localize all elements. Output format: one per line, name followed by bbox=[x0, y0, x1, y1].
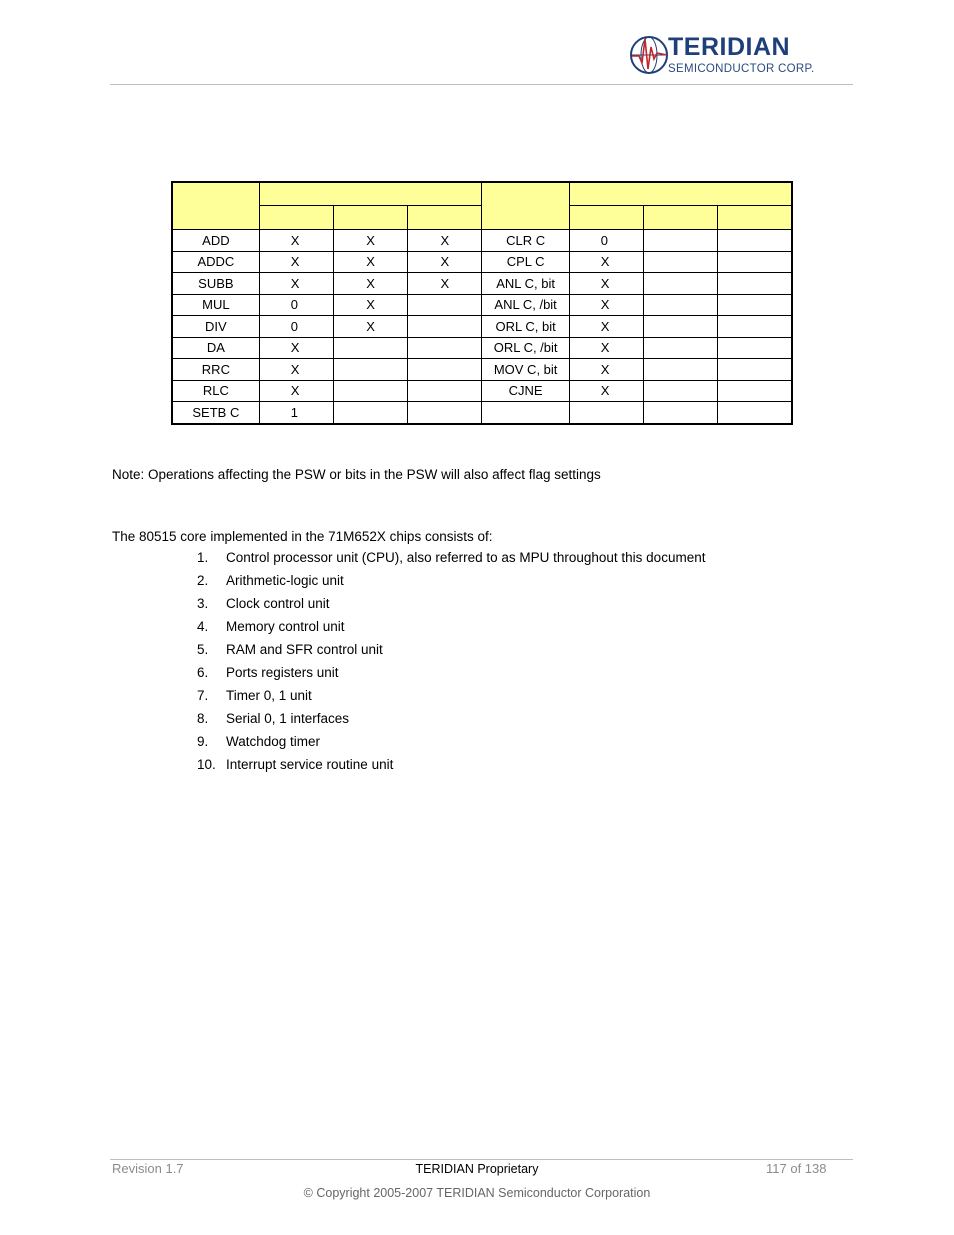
list-item-number: 10. bbox=[197, 757, 216, 772]
list-item bbox=[197, 664, 705, 687]
table-cell: X bbox=[259, 359, 333, 381]
list-item-text: Watchdog timer bbox=[226, 734, 321, 749]
table-row bbox=[172, 316, 792, 338]
header-cell bbox=[408, 206, 482, 230]
header-rule bbox=[110, 84, 853, 85]
table-cell: X bbox=[259, 251, 333, 273]
list-item-text: Control processor unit (CPU), also referred to as MPU throughout this document bbox=[226, 550, 706, 565]
table-cell: X bbox=[334, 294, 408, 316]
header-cell bbox=[334, 206, 408, 230]
table-cell: X bbox=[259, 337, 333, 359]
table-cell: X bbox=[334, 251, 408, 273]
table-cell: CPL C bbox=[482, 251, 569, 273]
table-cell: X bbox=[334, 316, 408, 338]
list-item-number: 4. bbox=[197, 619, 209, 634]
table-cell bbox=[643, 230, 717, 252]
table-cell: 1 bbox=[259, 402, 333, 424]
table-cell bbox=[408, 316, 482, 338]
table-cell: X bbox=[259, 273, 333, 295]
table-cell bbox=[408, 337, 482, 359]
list-item-text: Timer 0, 1 unit bbox=[226, 688, 312, 703]
footer-page-number: 117 of 138 bbox=[766, 1161, 827, 1176]
table-row bbox=[172, 230, 792, 252]
table-cell: 0 bbox=[259, 316, 333, 338]
list-item-text: Interrupt service routine unit bbox=[226, 757, 394, 772]
list-item-number: 9. bbox=[197, 734, 209, 749]
table-cell: 0 bbox=[259, 294, 333, 316]
core-unit-list bbox=[197, 549, 705, 779]
list-item-text: Clock control unit bbox=[226, 596, 330, 611]
table-cell: X bbox=[334, 230, 408, 252]
table-row bbox=[172, 402, 792, 424]
table-cell bbox=[718, 337, 792, 359]
list-item bbox=[197, 572, 705, 595]
table-cell bbox=[334, 359, 408, 381]
table-cell bbox=[408, 294, 482, 316]
table-cell bbox=[408, 380, 482, 402]
table-cell: ORL C, bit bbox=[482, 316, 569, 338]
table-cell bbox=[643, 337, 717, 359]
list-item bbox=[197, 687, 705, 710]
table-cell bbox=[718, 294, 792, 316]
table-body bbox=[172, 230, 792, 424]
footer-copyright: © Copyright 2005-2007 TERIDIAN Semiconductor Corporation bbox=[303, 1186, 651, 1200]
table-cell: X bbox=[569, 359, 643, 381]
table-row bbox=[172, 337, 792, 359]
table-cell bbox=[334, 380, 408, 402]
table-cell bbox=[643, 380, 717, 402]
table-cell: CJNE bbox=[482, 380, 569, 402]
table-cell bbox=[643, 359, 717, 381]
table-row bbox=[172, 380, 792, 402]
table-row bbox=[172, 251, 792, 273]
list-item-text: Ports registers unit bbox=[226, 665, 339, 680]
table-header-row bbox=[172, 182, 792, 206]
footer-proprietary: TERIDIAN Proprietary bbox=[415, 1162, 539, 1176]
table-row bbox=[172, 359, 792, 381]
list-item-text: RAM and SFR control unit bbox=[226, 642, 383, 657]
table-cell: SETB C bbox=[172, 402, 259, 424]
table-cell: ADDC bbox=[172, 251, 259, 273]
list-item bbox=[197, 618, 705, 641]
teridian-logo bbox=[630, 33, 830, 78]
list-item bbox=[197, 595, 705, 618]
table-cell: RRC bbox=[172, 359, 259, 381]
list-item-number: 6. bbox=[197, 665, 209, 680]
table-cell bbox=[643, 402, 717, 424]
core-intro: The 80515 core implemented in the 71M652X chips consists of: bbox=[112, 529, 493, 544]
table-cell bbox=[718, 230, 792, 252]
list-item-text: Memory control unit bbox=[226, 619, 345, 634]
table-cell: X bbox=[259, 230, 333, 252]
table-cell: X bbox=[408, 230, 482, 252]
list-item-number: 1. bbox=[197, 550, 209, 565]
table-cell: MOV C, bit bbox=[482, 359, 569, 381]
table-cell bbox=[643, 294, 717, 316]
header-cell bbox=[643, 206, 717, 230]
table-cell: X bbox=[334, 273, 408, 295]
footer-revision: Revision 1.7 bbox=[112, 1161, 184, 1176]
table-cell: X bbox=[408, 273, 482, 295]
table-cell: X bbox=[569, 251, 643, 273]
table-cell: X bbox=[259, 380, 333, 402]
table-cell bbox=[643, 316, 717, 338]
table-cell: ANL C, bit bbox=[482, 273, 569, 295]
table-cell bbox=[718, 359, 792, 381]
table-cell: ORL C, /bit bbox=[482, 337, 569, 359]
table-cell bbox=[718, 316, 792, 338]
list-item-text: Serial 0, 1 interfaces bbox=[226, 711, 350, 726]
table-cell bbox=[718, 380, 792, 402]
table-cell: ANL C, /bit bbox=[482, 294, 569, 316]
header-cell bbox=[259, 182, 482, 206]
list-item-number: 8. bbox=[197, 711, 209, 726]
table-cell bbox=[718, 402, 792, 424]
table-cell bbox=[334, 402, 408, 424]
table-cell: X bbox=[569, 337, 643, 359]
table-cell: SUBB bbox=[172, 273, 259, 295]
logo-wordmark: TERIDIAN bbox=[668, 33, 791, 61]
table-cell bbox=[408, 402, 482, 424]
table-row bbox=[172, 294, 792, 316]
list-item bbox=[197, 756, 705, 779]
table-cell bbox=[482, 402, 569, 424]
list-item-text: Arithmetic-logic unit bbox=[226, 573, 344, 588]
table-cell: X bbox=[569, 294, 643, 316]
list-item bbox=[197, 549, 705, 572]
table-cell: X bbox=[569, 316, 643, 338]
psw-note: Note: Operations affecting the PSW or bits in the PSW will also affect flag settings bbox=[112, 467, 601, 482]
header-cell bbox=[569, 182, 792, 206]
table-cell bbox=[408, 359, 482, 381]
table-cell bbox=[334, 337, 408, 359]
table-cell: RLC bbox=[172, 380, 259, 402]
table-cell bbox=[569, 402, 643, 424]
logo-globe-icon bbox=[630, 33, 670, 77]
list-item-number: 3. bbox=[197, 596, 209, 611]
table-cell: X bbox=[569, 380, 643, 402]
table-cell: DIV bbox=[172, 316, 259, 338]
logo-subtitle: SEMICONDUCTOR CORP. bbox=[668, 63, 815, 75]
list-item bbox=[197, 733, 705, 756]
table-cell: 0 bbox=[569, 230, 643, 252]
table-cell bbox=[718, 273, 792, 295]
header-cell bbox=[172, 182, 259, 230]
flag-settings-table bbox=[171, 181, 793, 425]
table-cell: ADD bbox=[172, 230, 259, 252]
list-item bbox=[197, 710, 705, 733]
list-item bbox=[197, 641, 705, 664]
table-cell: MUL bbox=[172, 294, 259, 316]
list-item-number: 5. bbox=[197, 642, 209, 657]
header-cell bbox=[259, 206, 333, 230]
table-row bbox=[172, 273, 792, 295]
table-cell bbox=[643, 273, 717, 295]
table-cell bbox=[718, 251, 792, 273]
table-cell: X bbox=[569, 273, 643, 295]
table-cell bbox=[643, 251, 717, 273]
header-cell bbox=[482, 182, 569, 230]
table-cell: DA bbox=[172, 337, 259, 359]
header-cell bbox=[569, 206, 643, 230]
footer-rule bbox=[110, 1159, 853, 1160]
table-cell: X bbox=[408, 251, 482, 273]
list-item-number: 7. bbox=[197, 688, 209, 703]
table-cell: CLR C bbox=[482, 230, 569, 252]
list-item-number: 2. bbox=[197, 573, 209, 588]
header-cell bbox=[718, 206, 792, 230]
